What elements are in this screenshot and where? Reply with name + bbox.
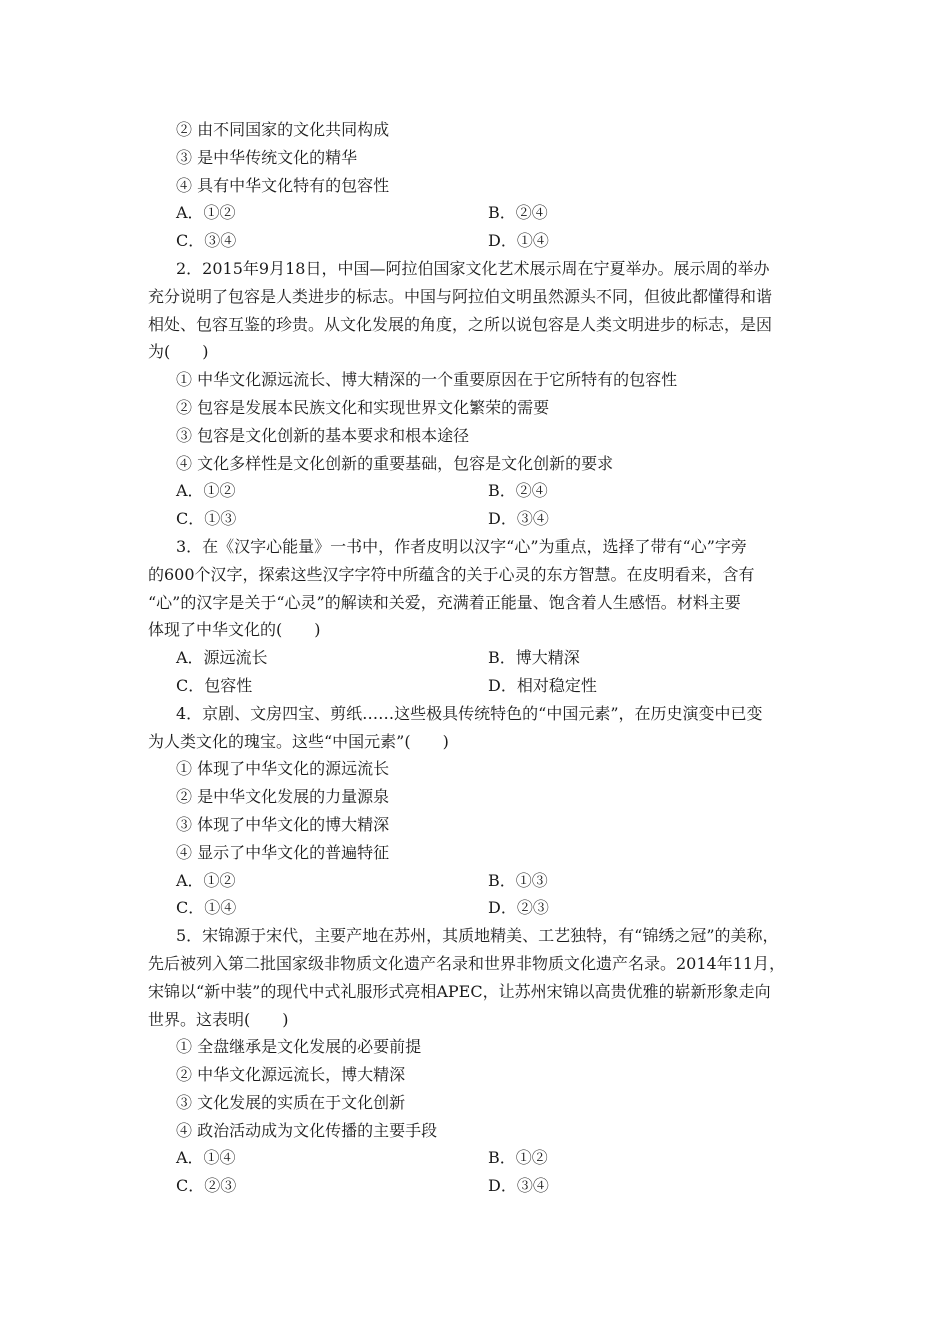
statement: ① 中华文化源远流长、博大精深的一个重要原因在于它所特有的包容性: [176, 370, 678, 390]
options-row: [148, 199, 804, 227]
question-stem: 为人类文化的瑰宝。这些“中国元素”( ): [148, 731, 449, 751]
question-stem: 的600个汉字，探索这些汉字字符中所蕴含的关于心灵的东方智慧。在皮明看来，含有: [148, 564, 755, 584]
options-row: [148, 227, 804, 255]
question-4: [148, 700, 804, 922]
question-stem: 4．京剧、文房四宝、剪纸……这些极具传统特色的“中国元素”，在历史演变中已变: [176, 703, 763, 723]
option-d: D．②③: [488, 898, 549, 918]
statement: ④ 文化多样性是文化创新的重要基础，包容是文化创新的要求: [176, 453, 614, 473]
option-c: C．③④: [176, 231, 237, 251]
statement: ② 中华文化源远流长，博大精深: [176, 1065, 406, 1085]
question-1: [148, 116, 804, 255]
statement: ② 由不同国家的文化共同构成: [176, 120, 390, 139]
options-row: [148, 1144, 804, 1172]
option-a: A．①②: [176, 870, 236, 890]
statement: ④ 显示了中华文化的普遍特征: [176, 842, 390, 862]
option-a: A．源远流长: [176, 648, 268, 668]
option-b: B．博大精深: [488, 648, 580, 668]
statement: ④ 具有中华文化特有的包容性: [176, 175, 390, 195]
question-stem: 3．在《汉字心能量》一书中，作者皮明以汉字“心”为重点，选择了带有“心”字旁: [176, 536, 747, 556]
option-b: B．②④: [488, 481, 548, 501]
option-d: D．③④: [488, 509, 549, 529]
question-stem: 宋锦以“新中装”的现代中式礼服形式亮相APEC，让苏州宋锦以高贵优雅的崭新形象走向: [148, 981, 771, 1001]
statement: ③ 文化发展的实质在于文化创新: [176, 1092, 406, 1112]
option-a: A．①②: [176, 203, 236, 223]
options-row: [148, 867, 804, 895]
question-stem: 为( ): [148, 342, 209, 362]
options-row: [148, 672, 804, 700]
statement: ① 全盘继承是文化发展的必要前提: [176, 1037, 422, 1057]
option-a: A．①④: [176, 1148, 236, 1168]
option-c: C．①④: [176, 898, 237, 918]
option-b: B．①③: [488, 870, 548, 890]
statement: ② 包容是发展本民族文化和实现世界文化繁荣的需要: [176, 397, 550, 417]
option-d: D．①④: [488, 231, 549, 251]
question-stem: 相处、包容互鉴的珍贵。从文化发展的角度，之所以说包容是人类文明进步的标志，是因: [148, 314, 773, 334]
question-stem: 2．2015年9月18日，中国—阿拉伯国家文化艺术展示周在宁夏举办。展示周的举办: [176, 258, 770, 278]
option-c: C．①③: [176, 509, 237, 529]
statement: ② 是中华文化发展的力量源泉: [176, 787, 390, 807]
question-stem: 5．宋锦源于宋代，主要产地在苏州，其质地精美、工艺独特，有“锦绣之冠”的美称，: [176, 926, 779, 946]
options-row: [148, 505, 804, 533]
document-page: [148, 116, 804, 1200]
option-a: A．①②: [176, 481, 236, 501]
question-5: [148, 922, 804, 1200]
statement: ④ 政治活动成为文化传播的主要手段: [176, 1120, 438, 1140]
question-stem: 世界。这表明( ): [148, 1009, 289, 1029]
options-row: [148, 1172, 804, 1200]
option-c: C．②③: [176, 1176, 237, 1196]
question-2: [148, 255, 804, 533]
question-stem: 体现了中华文化的( ): [148, 620, 321, 640]
options-row: [148, 644, 804, 672]
statement: ③ 是中华传统文化的精华: [176, 147, 358, 167]
question-stem: 先后被列入第二批国家级非物质文化遗产名录和世界非物质文化遗产名录。2014年11月，: [148, 953, 786, 973]
options-row: [148, 477, 804, 505]
statement: ① 体现了中华文化的源远流长: [176, 759, 390, 779]
option-b: B．①②: [488, 1148, 548, 1168]
question-stem: “心”的汉字是关于“心灵”的解读和关爱，充满着正能量、饱含着人生感悟。材料主要: [148, 592, 741, 612]
statement: ③ 体现了中华文化的博大精深: [176, 814, 390, 834]
option-b: B．②④: [488, 203, 548, 223]
option-d: D．相对稳定性: [488, 675, 597, 695]
statement: ③ 包容是文化创新的基本要求和根本途径: [176, 425, 470, 445]
options-row: [148, 894, 804, 922]
question-stem: 充分说明了包容是人类进步的标志。中国与阿拉伯文明虽然源头不同，但彼此都懂得和谐: [148, 286, 773, 306]
question-3: [148, 533, 804, 700]
option-d: D．③④: [488, 1176, 549, 1196]
option-c: C．包容性: [176, 675, 253, 695]
